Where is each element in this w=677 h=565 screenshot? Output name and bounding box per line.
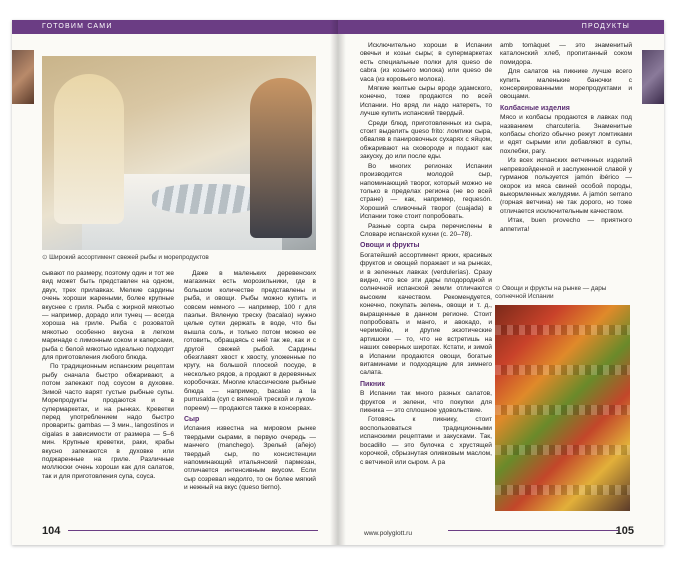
caption-arrow-icon: ⊙ [42,254,50,261]
vegetables-para: Богатейший ассортимент ярких, красивых фруктов и овощей поражает и на рынках, и в зеленных лавках (verdulerías). Сразу видно, что все эти дары плодородной и солнечной испанской земли отличаются высоким качеством. Рекомендуется, конечно, покупать зелень, овощи и т. д., выращенные в данном регионе. Стоит попробовать и манго, и авокадо, и черимойю, и другие экзотические артишоки — то, что не встретишь на наших северных широтах. Кстати, и зимой в Испании продаются овощи, богатые витаминами и подходящие для зимнего салата. [360,251,492,377]
left-col1-para-2: По традиционным испанским рецептам рыбу сначала быстро обжаривают, а потом запекают под соусом в духовке. Зимой часто варят густые рыбные супы. Морепродукты продаются и в супермаркетах, и на рынках. Креветки перед употреблением надо быстро проварить: gambas — 3 мин., langostinos и cigalas в зависимости от размера — 5–6 мин. Крупные креветки, раки, крабы вкусно запекаются в духовке или поджаренные на гриле. Различные моллюски очень хороши как для салатов, так и для приготовления супа, соуса. [42,363,174,480]
sausages-para-1: Мясо и колбасы продаются в лавках под названием charcutería. Знаменитые колбасы chorizo обычно режут ломтиками и едят сырыми или добавляют в супы, похлебки, рагу. [500,114,632,155]
left-col1-para-1: сывают по размеру, поэтому один и тот же вид может быть представлен на одном, двух, трех прилавках. Мелкие сардины очень хороши жареными, более крупные вкуснее с гриля. Рыба с жирной мякотью — например, дорадо или тунец — всегда хороша на гриле. Рыба с розоватой мякотью особенно вкусна в легком маринаде с лимонным соком и каперсами, рыба с белой мякотью идеально подходит для приготовления любого блюда. [42,270,174,362]
left-page-number: 104 [42,525,61,537]
left-footer-rule [68,530,318,531]
right-thumb-tab [642,50,664,104]
right-running-header: ПРОДУКТЫ [338,20,664,34]
right-col1-para-2: Мягкие желтые сыры вроде эдамского, конечно, тоже продаются по всей Испании. Но вряд ли надо натереть, то лучше купить испанский твердый. [360,85,492,118]
caption-arrow-icon: ⊙ [495,285,503,292]
sausages-para-3: Итак, buen provecho — приятного аппетита! [500,217,632,233]
picnic-heading: Пикник [360,380,385,388]
left-column-1 [42,270,174,482]
right-col1-para-3: Среди блюд, приготовленных из сыра, стоит выделить queso frito: ломтики сыра, обваляв в панировочных сухарях с яйцом, обжаривают на сковороде и подают как закуску, до или после еды. [360,119,492,161]
sausages-heading: Колбасные изделия [500,104,570,112]
left-page [12,20,338,545]
right-col1-para-5: Разные сорта сыра перечислены в Словаре испанской кухни (с. 20–78). [360,222,492,238]
market-photo-caption: ⊙ Овощи и фрукты на рынке — дары солнечной Испании [495,285,607,300]
book-spread [12,20,664,545]
picnic-para-1: В Испании так много разных салатов, фруктов и зелени, что покупки для пикника — это сплошное удовольствие. [360,390,492,415]
left-thumb-tab [12,50,34,104]
right-col2-para-2: Для салатов на пикнике лучше всего купить маленькие баночки с консервированными морепродуктами и овощами. [500,68,632,101]
fish-counter-photo [42,56,316,250]
right-col1-para-4: Во многих регионах Испании производится молодой сыр, напоминающий творог, который можно не только в пределах региона (не во всей стране) — как, например, requesón. Хороший сливочный творог (cuajada) в Испании тоже стоит попробовать. [360,162,492,221]
right-page [338,20,664,545]
cheese-para: Испания известна на мировом рынке твердыми сырами, в первую очередь — манчего (manchego). Зрелый (añejo) твердый сыр, по консистенции напоминающий итальянский пармезан, отличается интенсивным вкусом. Если сыр созревал недолго, то он более мягкий и нежный на вкус (queso tierno). [184,425,316,492]
sausages-para-2: Из всех испанских ветчинных изделий непревзойденной и заслуженной славой у гурманов пользуется jamón ibérico — окорок из мяса свиней особой породы, выкормленных желудями. A jamón serrano (горная ветчина) не так дорого, но тоже отличается исключительным качеством. [500,157,632,215]
website-url: www.polyglott.ru [364,530,413,537]
left-running-header: ГОТОВИМ САМИ [12,20,338,34]
market-produce-photo [495,305,630,511]
right-column-1 [360,42,492,468]
right-page-number: 105 [615,525,634,537]
fish-photo-caption: ⊙ Широкий ассортимент свежей рыбы и морепродуктов [42,254,209,261]
picnic-para-2: Готовясь к пикнику, стоит воспользоваться традиционными испанскими рецептами и закусками. Так, bocadillo — это булочка с хрустящей корочкой, сбрызнутая оливковым маслом, с ветчиной или сыром. А pa [360,416,492,466]
left-column-2 [184,270,316,494]
left-col2-para-1: Даже в маленьких деревенских магазинах есть морозильники, где в большом количестве представлены и рыба, и овощи. Рыбы можно купить и совсем немного — например, 100 г для паэльи. Вяленую треску (bacalao) нужно целые сутки держать в воде, что бы вышла соль, и только потом можно ее готовить, обращаясь с ней так же, как и с другой свежей рыбой. Сардины обезглавят хвост к хвосту, уложенные по кругу, на большой плоской посуде, в несколько рядов, а продают в деревянных коробочках. Многие классические рыбные блюда — например, bacalao a la purrusalda (суп с вяленой треской и луком-пореем) — продаются также в консервах. [184,270,316,412]
right-col1-para-1: Исключительно хороши в Испании овечьи и козьи сыры; в супермаркетах есть специальные полки для queso de cabra (из козьего молока) или queso de vaca (из коровьего молока). [360,42,492,83]
right-footer-rule [448,530,618,531]
vegetables-heading: Овощи и фрукты [360,242,420,250]
cheese-heading: Сыр [184,415,200,423]
right-col2-para-1: amb tomàquet — это знаменитый каталонский хлеб, пропитанный соком помидора. [500,42,632,66]
right-column-2 [500,42,632,235]
